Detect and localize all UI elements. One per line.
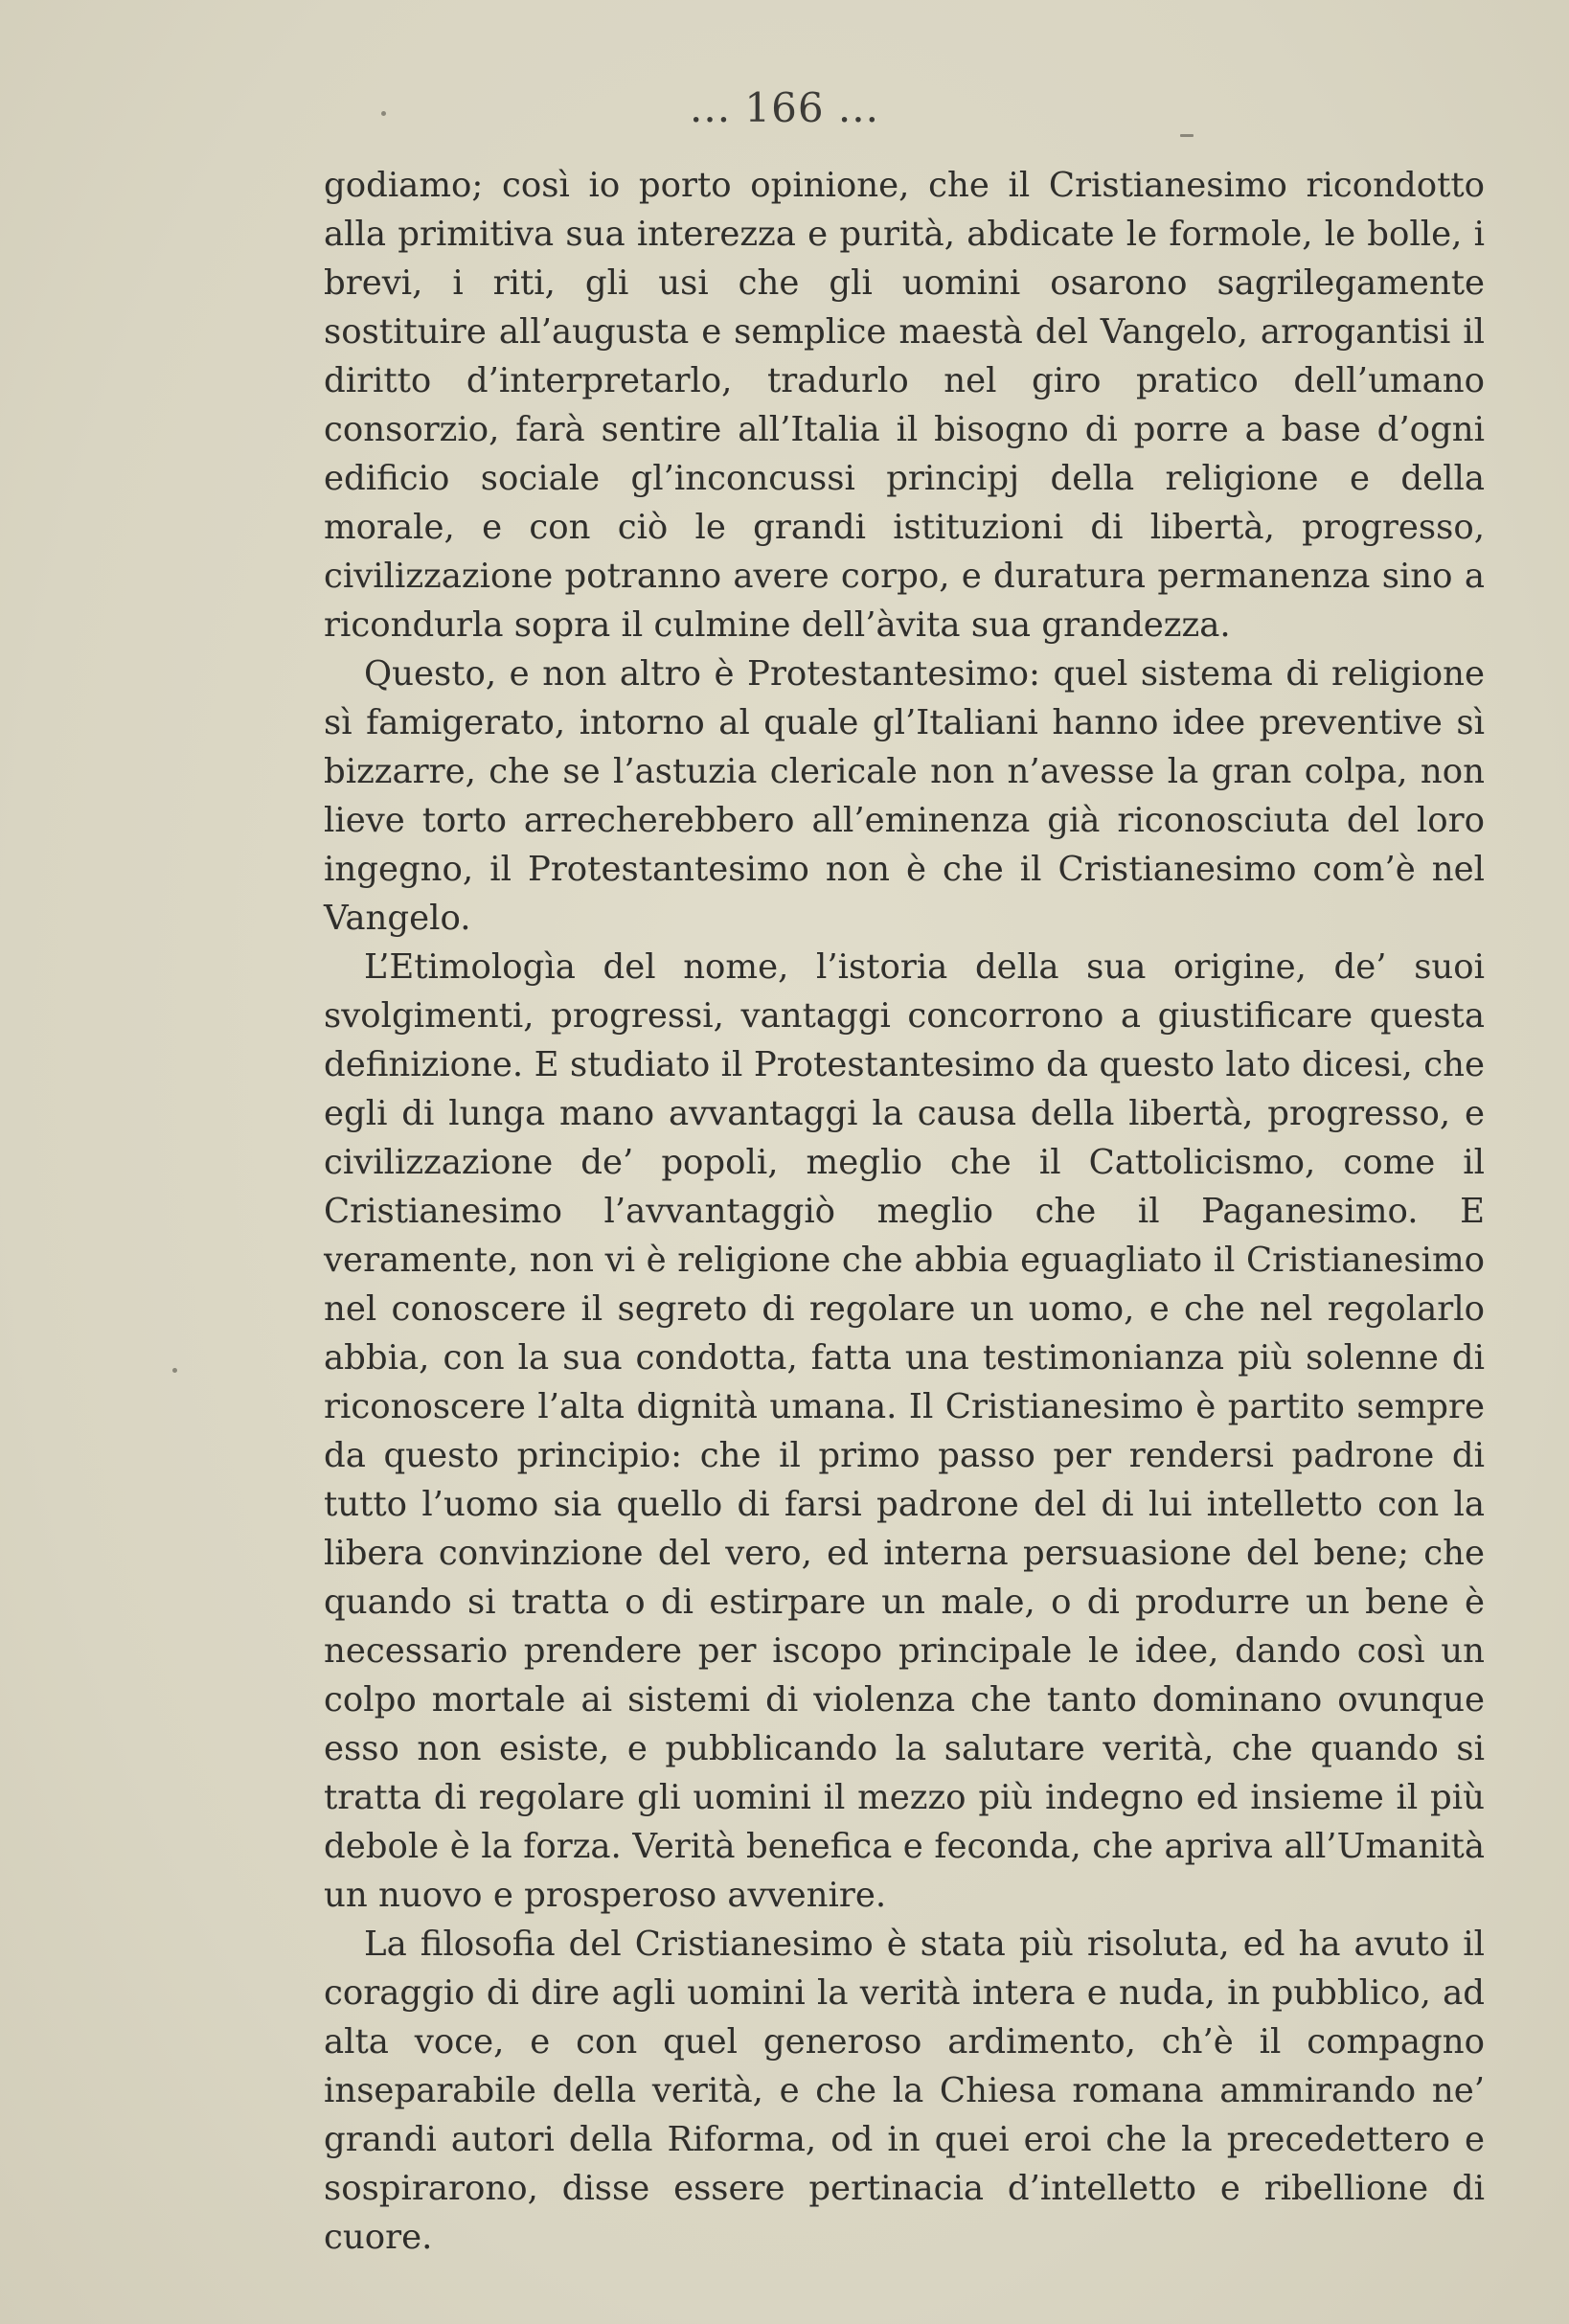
paper-speck [381,111,386,116]
page-number-header: ... 166 ... [690,84,879,131]
paper-speck [1180,134,1194,137]
body-text [324,161,1485,2262]
paragraph-1: godiamo; così io porto opinione, che il Cristianesimo ricondotto alla primitiva sua interezza e purità, abdicate le formole, le bolle, i brevi, i riti, gli usi che gli uomini osarono sagrilegamente sostituire all’augusta e semplice maestà del Vangelo, arrogantisi il diritto d’interpretarlo, tradurlo nel giro pratico dell’umano consorzio, farà sentire all’Italia il bisogno di porre a base d’ogni edificio sociale gl’inconcussi principj della religione e della morale, e con ciò le grandi istituzioni di libertà, progresso, civilizzazione potranno avere corpo, e duratura permanenza sino a ricondurla sopra il culmine dell’àvita sua grandezza. [324,166,1485,645]
paragraph-2: Questo, e non altro è Protestantesimo: quel sistema di religione sì famigerato, intorno al quale gl’Italiani hanno idee preventive sì bizzarre, che se l’astuzia clericale non n’avesse la gran colpa, non lieve torto arrecherebbero all’eminenza già riconosciuta del loro ingegno, il Protestantesimo non è che il Cristianesimo com’è nel Vangelo. [324,654,1485,938]
paragraph-3: L’Etimologìa del nome, l’istoria della sua origine, de’ suoi svolgimenti, progressi, vantaggi concorrono a giustificare questa definizione. E studiato il Protestantesimo da questo lato dicesi, che egli di lunga mano avvantaggi la causa della libertà, progresso, e civilizzazione de’ popoli, meglio che il Cattolicismo, come il Cristianesimo l’avvantaggiò meglio che il Paganesimo. E veramente, non vi è religione che abbia eguagliato il Cristianesimo nel conoscere il segreto di regolare un uomo, e che nel regolarlo abbia, con la sua condotta, fatta una testimonianza più solenne di riconoscere l’alta dignità umana. Il Cristianesimo è partito sempre da questo principio: che il primo passo per rendersi padrone di tutto l’uomo sia quello di farsi padrone del di lui intelletto con la libera convinzione del vero, ed interna persuasione del bene; che quando si tratta o di estirpare un male, o di produrre un bene è necessario prendere per iscopo principale le idee, dando così un colpo mortale ai sistemi di violenza che tanto dominano ovunque esso non esiste, e pubblicando la salutare verità, che quando si tratta di regolare gli uomini il mezzo più indegno ed insieme il più debole è la forza. Verità benefica e feconda, che apriva all’Umanità un nuovo e prosperoso avvenire. [324,947,1485,1915]
paragraph-4: La filosofia del Cristianesimo è stata più risoluta, ed ha avuto il coraggio di dire agli uomini la verità intera e nuda, in pubblico, ad alta voce, e con quel generoso ardimento, ch’è il compagno inseparabile della verità, e che la Chiesa romana ammirando ne’ grandi autori della Riforma, od in quei eroi che la precedettero e sospirarono, disse essere pertinacia d’intelletto e ribellione di cuore. [324,1925,1485,2257]
paper-speck [172,1368,177,1373]
